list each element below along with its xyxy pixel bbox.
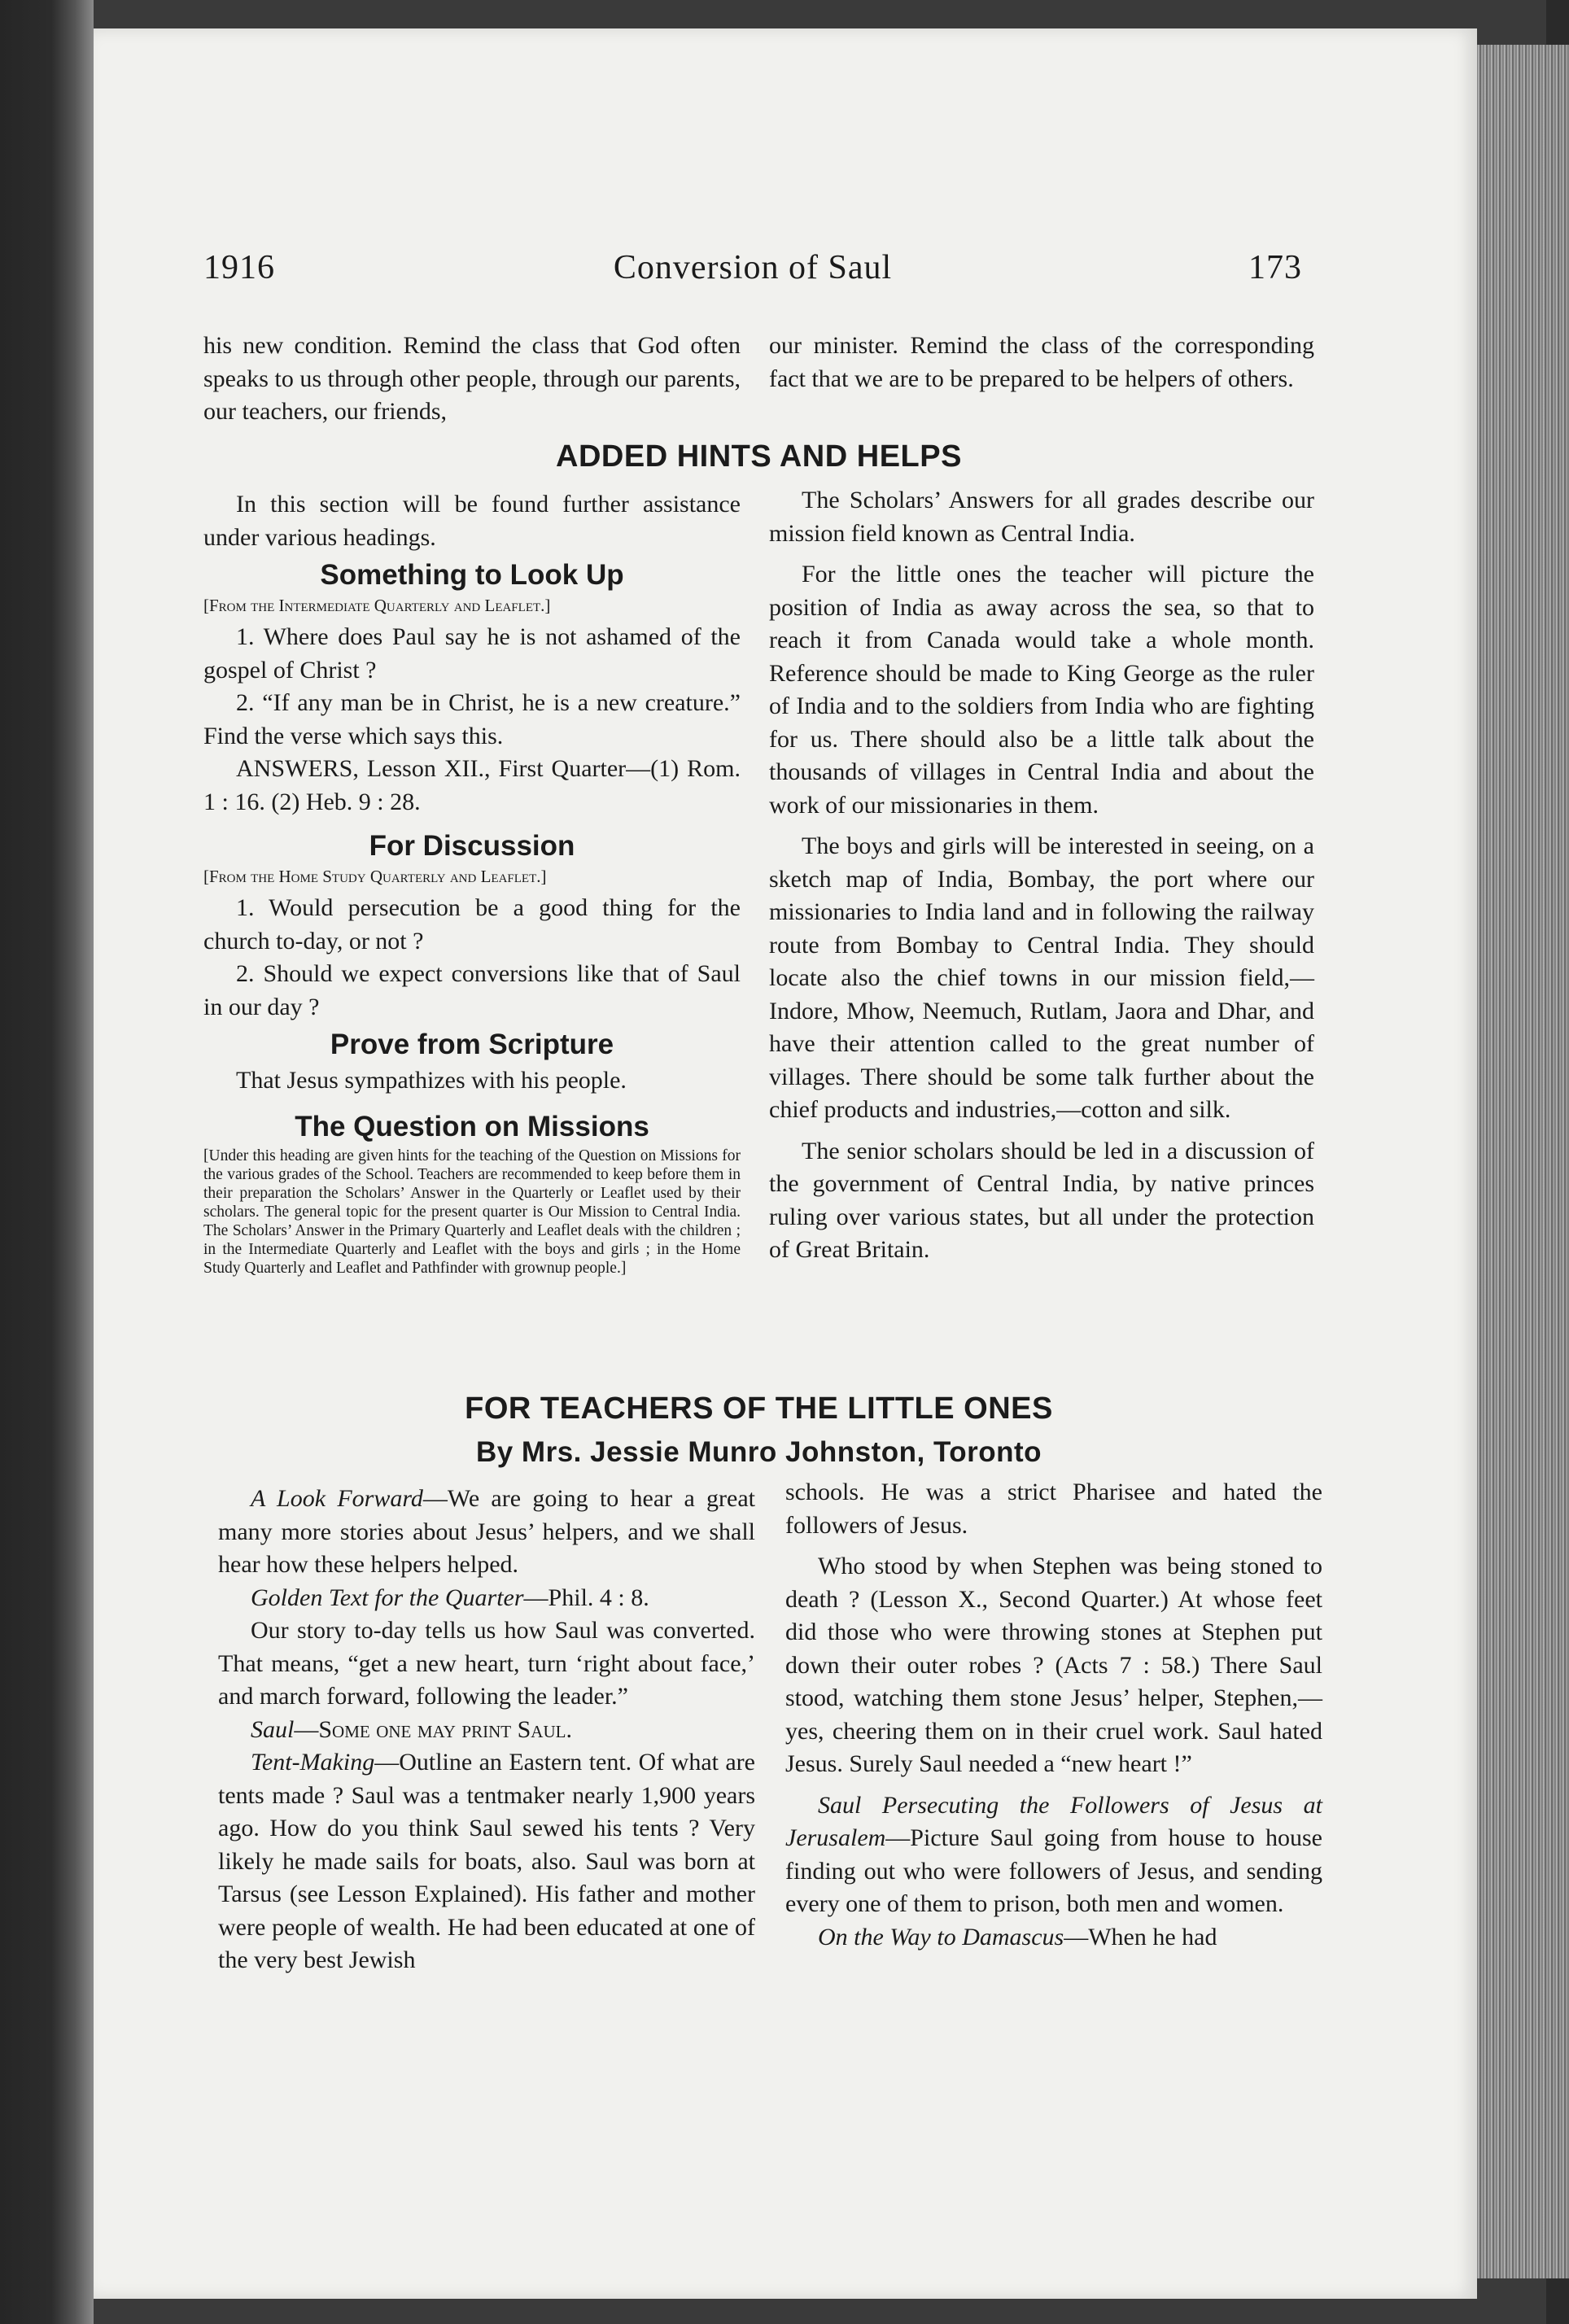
saul-label: Saul bbox=[251, 1715, 295, 1743]
tent-making-label: Tent-Making bbox=[251, 1749, 375, 1776]
damascus-text: —When he had bbox=[1064, 1923, 1217, 1950]
look-up-question-1: 1. Where does Paul say he is not ashamed of the gospel of Christ ? bbox=[203, 623, 741, 684]
schools-paragraph: schools. He was a strict Pharisee and hated the followers of Jesus. bbox=[785, 1479, 1322, 1539]
damascus-label: On the Way to Damascus bbox=[818, 1923, 1064, 1950]
missions-heading: The Question on Missions bbox=[295, 1110, 649, 1142]
added-hints-right-column bbox=[769, 484, 1314, 1267]
look-forward-paragraph bbox=[218, 1483, 755, 1582]
missions-paragraph-4: The senior scholars should be led in a discussion of the government of Central India, by native princes ruling over various states, but all under the protection of Great Britain. bbox=[769, 1137, 1314, 1263]
discussion-heading: For Discussion bbox=[369, 830, 575, 862]
discussion-question-2: 2. Should we expect conversions like that of Saul in our day ? bbox=[203, 960, 741, 1020]
book-spine-left bbox=[0, 0, 94, 2324]
saul-text: —Some one may print Saul. bbox=[294, 1715, 572, 1743]
golden-text-paragraph bbox=[218, 1582, 755, 1615]
added-hints-title: ADDED HINTS AND HELPS bbox=[556, 439, 962, 474]
top-right-column bbox=[769, 330, 1314, 395]
little-ones-right-column bbox=[785, 1476, 1322, 1954]
persecuting-label: Saul Persecuting the Followers of Jesus at Jerusalem bbox=[785, 1791, 1322, 1851]
top-left-text: his new condition. Remind the class that God often speaks to us through other people, through our parents, our teachers, our friends, bbox=[203, 332, 741, 425]
top-left-column bbox=[203, 330, 741, 429]
tent-making-text: —Outline an Eastern tent. Of what are tents made ? Saul was a tentmaker nearly 1,900 years ago. How do you think Saul sewed his tents ? Very likely he made sails for boats, also. Saul was born at Tarsus (see Lesson Explained). His father and mother were people of wealth. He had been educated at one of the very best Jewish bbox=[218, 1749, 755, 1973]
saul-paragraph bbox=[218, 1714, 755, 1747]
little-ones-left-column bbox=[218, 1483, 755, 1977]
look-up-source: [From the Intermediate Quarterly and Leaflet.] bbox=[203, 596, 551, 615]
missions-note: [Under this heading are given hints for the teaching of the Question on Missions for the various grades of the School. Teachers are recommended to keep before them in their preparation the Scholars’ Answer in the Quarterly or Leaflet used by their scholars. The general topic for the present quarter is Our Mission to Central India. The Scholars’ Answer in the Primary Quarterly and Leaflet deals with the children ; in the Intermediate Quarterly and Leaflet with the boys and girls ; in the Home Study Quarterly and Leaflet and Pathfinder with grownup people.] bbox=[203, 1147, 741, 1277]
look-up-question-2: 2. “If any man be in Christ, he is a new creature.” Find the verse which says this. bbox=[203, 689, 741, 749]
damascus-paragraph bbox=[785, 1921, 1322, 1955]
missions-paragraph-3: The boys and girls will be interested in seeing, on a sketch map of India, Bombay, the port where our missionaries to India land and in following the railway route from Bombay to Central India. They should locate also the chief towns in our mission field,—Indore, Mhow, Neemuch, Rutlam, Jaora and Dhar, and have their attention called to the great number of villages. There should be some talk further about the chief products and industries,—cotton and silk. bbox=[769, 832, 1314, 1123]
golden-text-reference: —Phil. 4 : 8. bbox=[523, 1584, 649, 1611]
persecuting-text: —Picture Saul going from house to house finding out who were followers of Jesus, and sending every one of them to prison, both men and women. bbox=[785, 1824, 1322, 1917]
little-ones-byline: By Mrs. Jessie Munro Johnston, Toronto bbox=[475, 1436, 1042, 1468]
missions-paragraph-1: The Scholars’ Answers for all grades describe our mission field known as Central India. bbox=[769, 487, 1314, 547]
page-number: 173 bbox=[1248, 249, 1302, 286]
running-head bbox=[203, 248, 1302, 297]
golden-text-label: Golden Text for the Quarter bbox=[251, 1584, 524, 1611]
added-hints-intro: In this section will be found further assistance under various headings. bbox=[203, 491, 741, 551]
look-forward-text: —We are going to hear a great many more stories about Jesus’ helpers, and we shall hear how these helpers helped. bbox=[218, 1485, 755, 1578]
page-year: 1916 bbox=[203, 249, 275, 286]
discussion-question-1: 1. Would persecution be a good thing for the church to-day, or not ? bbox=[203, 894, 741, 954]
look-forward-label: A Look Forward bbox=[251, 1485, 423, 1512]
look-up-heading: Something to Look Up bbox=[320, 559, 624, 591]
little-ones-title: FOR TEACHERS OF THE LITTLE ONES bbox=[465, 1391, 1053, 1426]
missions-paragraph-2: For the little ones the teacher will picture the position of India as away across the sea, so that to reach it from Canada would take a whole month. Reference should be made to King George as the ruler of India and to the soldiers from India who are fighting for us. There should also be a little talk about the thousands of villages in Central India and about the work of our missionaries in them. bbox=[769, 561, 1314, 819]
stephen-paragraph: Who stood by when Stephen was being stoned to death ? (Lesson X., Second Quarter.) At whose feet did those who were throwing stones at Stephen put down their outer robes ? (Acts 7 : 58.) There Saul stood, watching them stone Jesus’ helper, Stephen,—yes, cheering them on in their cruel work. Saul hated Jesus. Surely Saul needed a “new heart !” bbox=[785, 1553, 1322, 1777]
page-title: Conversion of Saul bbox=[613, 249, 893, 286]
scripture-text: That Jesus sympathizes with his people. bbox=[236, 1067, 627, 1094]
scripture-heading: Prove from Scripture bbox=[330, 1029, 614, 1060]
look-up-answers: ANSWERS, Lesson XII., First Quarter—(1) Rom. 1 : 16. (2) Heb. 9 : 28. bbox=[203, 755, 741, 815]
added-hints-left-column bbox=[203, 488, 741, 1278]
top-right-text: our minister. Remind the class of the corresponding fact that we are to be prepared to be helpers of others. bbox=[769, 332, 1314, 392]
tent-making-paragraph bbox=[218, 1746, 755, 1977]
persecuting-paragraph bbox=[785, 1789, 1322, 1921]
discussion-source: [From the Home Study Quarterly and Leaflet.] bbox=[203, 867, 547, 886]
story-paragraph: Our story to-day tells us how Saul was converted. That means, “get a new heart, turn ‘right about face,’ and march forward, following the leader.” bbox=[218, 1617, 755, 1710]
